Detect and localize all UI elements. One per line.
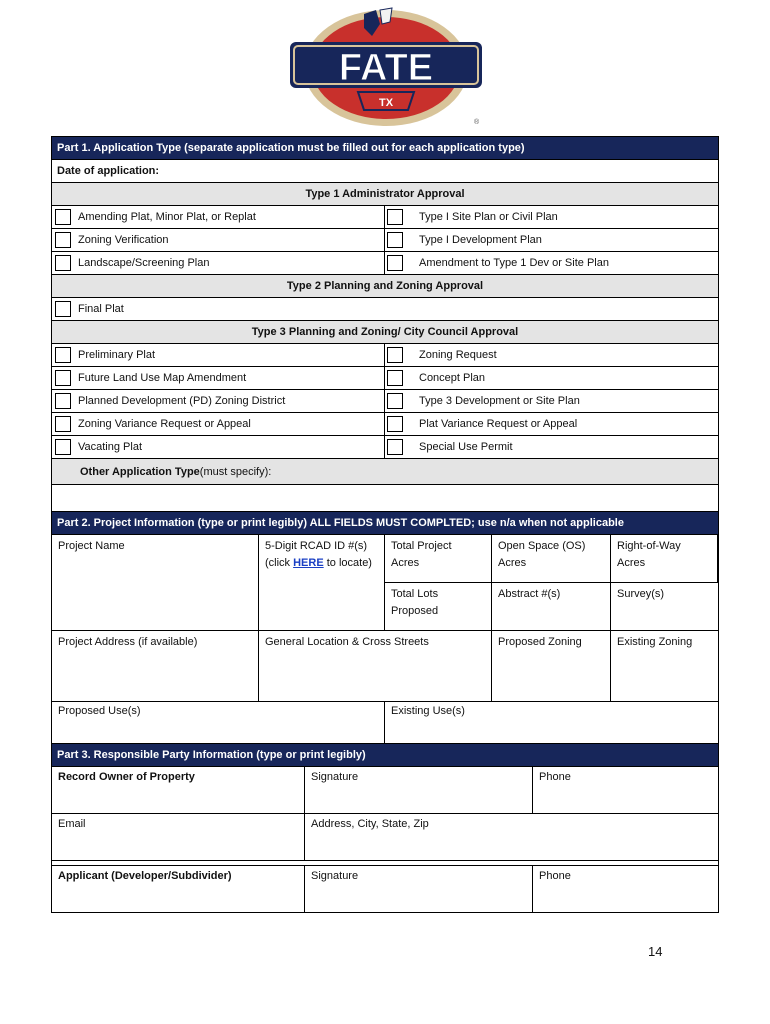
option-label: Final Plat bbox=[78, 303, 124, 315]
record-owner-field[interactable] bbox=[52, 767, 305, 814]
date-of-application-field[interactable]: Date of application: bbox=[52, 160, 718, 183]
existing-use-field[interactable] bbox=[385, 702, 718, 743]
checkbox-planned-development[interactable] bbox=[55, 393, 71, 409]
field-label: Record Owner of Property bbox=[58, 771, 195, 783]
use-row bbox=[52, 702, 718, 744]
type3-row bbox=[52, 436, 718, 459]
field-label: Address, City, State, Zip bbox=[311, 818, 429, 830]
fate-tx-logo bbox=[276, 6, 496, 128]
checkbox-preliminary-plat[interactable] bbox=[55, 347, 71, 363]
field-label: General Location & Cross Streets bbox=[265, 636, 429, 648]
checkbox-future-land-use[interactable] bbox=[55, 370, 71, 386]
part3-header: Part 3. Responsible Party Information (type or print legibly) bbox=[52, 744, 718, 767]
project-name-field[interactable] bbox=[52, 535, 259, 630]
field-label: Existing Use(s) bbox=[391, 705, 465, 717]
total-project-acres-field[interactable] bbox=[385, 535, 492, 582]
checkbox-type1-development-plan[interactable] bbox=[387, 232, 403, 248]
option-label: Type I Development Plan bbox=[419, 234, 542, 246]
project-address-grid bbox=[52, 631, 718, 702]
checkbox-concept-plan[interactable] bbox=[387, 370, 403, 386]
option-label: Plat Variance Request or Appeal bbox=[419, 418, 578, 430]
option-label: Vacating Plat bbox=[78, 441, 143, 453]
option-label: Future Land Use Map Amendment bbox=[78, 372, 247, 384]
option-label: Zoning Request bbox=[419, 349, 497, 361]
application-form bbox=[51, 136, 719, 913]
checkbox-landscape-screening[interactable] bbox=[55, 255, 71, 271]
type2-row bbox=[52, 298, 718, 321]
field-label: Applicant (Developer/Subdivider) bbox=[58, 870, 232, 882]
survey-field[interactable] bbox=[611, 582, 718, 630]
field-label: Acres bbox=[391, 557, 420, 569]
field-label: Total Lots bbox=[391, 588, 439, 600]
field-label: Signature bbox=[311, 870, 359, 882]
field-label: Email bbox=[58, 818, 86, 830]
option-label: Landscape/Screening Plan bbox=[78, 257, 210, 269]
proposed-zoning-field[interactable] bbox=[492, 631, 611, 701]
applicant-field[interactable] bbox=[52, 866, 305, 913]
general-location-field[interactable] bbox=[259, 631, 492, 701]
owner-address-field[interactable] bbox=[305, 814, 718, 861]
checkbox-special-use-permit[interactable] bbox=[387, 439, 403, 455]
existing-zoning-field[interactable] bbox=[611, 631, 718, 701]
checkbox-zoning-request[interactable] bbox=[387, 347, 403, 363]
option-label: Zoning Variance Request or Appeal bbox=[78, 418, 251, 430]
type1-title: Type 1 Administrator Approval bbox=[52, 183, 718, 206]
field-label: Existing Zoning bbox=[617, 636, 693, 648]
right-of-way-field[interactable] bbox=[611, 535, 718, 582]
checkbox-zoning-verification[interactable] bbox=[55, 232, 71, 248]
owner-email-field[interactable] bbox=[52, 814, 305, 861]
checkbox-vacating-plat[interactable] bbox=[55, 439, 71, 455]
logo-word: FATE bbox=[338, 47, 434, 89]
open-space-field[interactable] bbox=[492, 535, 611, 582]
type3-title: Type 3 Planning and Zoning/ City Council Approval bbox=[52, 321, 718, 344]
project-address-field[interactable] bbox=[52, 631, 259, 701]
other-type-note: (must specify): bbox=[199, 465, 272, 478]
part1-header: Part 1. Application Type (separate application must be filled out for each application type) bbox=[52, 137, 718, 160]
checkbox-amending-plat[interactable] bbox=[55, 209, 71, 225]
abstract-field[interactable] bbox=[492, 582, 611, 630]
checkbox-final-plat[interactable] bbox=[55, 301, 71, 317]
type2-title: Type 2 Planning and Zoning Approval bbox=[52, 275, 718, 298]
field-label: Acres bbox=[498, 557, 527, 569]
field-label: Phone bbox=[539, 870, 571, 882]
type1-row bbox=[52, 206, 718, 229]
owner-signature-field[interactable] bbox=[305, 767, 533, 814]
field-label: Phone bbox=[539, 771, 571, 783]
option-label: Amendment to Type 1 Dev or Site Plan bbox=[419, 257, 609, 269]
total-lots-field[interactable] bbox=[385, 582, 492, 630]
checkbox-type3-development[interactable] bbox=[387, 393, 403, 409]
field-label: Abstract #(s) bbox=[498, 588, 561, 600]
rcad-id-field[interactable] bbox=[259, 535, 385, 630]
project-info-grid bbox=[52, 535, 718, 631]
field-label: Right-of-Way bbox=[617, 540, 681, 552]
option-label: Amending Plat, Minor Plat, or Replat bbox=[78, 211, 256, 223]
option-label: Planned Development (PD) Zoning District bbox=[78, 395, 286, 407]
owner-phone-field[interactable] bbox=[533, 767, 718, 814]
field-label: Proposed Zoning bbox=[498, 636, 582, 648]
applicant-signature-field[interactable] bbox=[305, 866, 533, 913]
field-label: Acres bbox=[617, 557, 646, 569]
field-label: Proposed bbox=[391, 605, 439, 617]
logo-sub: TX bbox=[378, 97, 394, 109]
field-label: Survey(s) bbox=[617, 588, 665, 600]
option-label: Zoning Verification bbox=[78, 234, 169, 246]
field-label: Signature bbox=[311, 771, 359, 783]
proposed-use-field[interactable] bbox=[52, 702, 385, 743]
applicant-phone-field[interactable] bbox=[533, 866, 718, 913]
option-label: Preliminary Plat bbox=[78, 349, 156, 361]
option-label: Type 3 Development or Site Plan bbox=[419, 395, 580, 407]
field-label: Project Address (if available) bbox=[58, 636, 198, 648]
option-label: Type I Site Plan or Civil Plan bbox=[419, 211, 558, 223]
other-application-type bbox=[52, 459, 718, 485]
responsible-party-grid bbox=[52, 767, 718, 861]
page-number: 14 bbox=[648, 944, 663, 959]
field-label: Open Space (OS) bbox=[498, 540, 586, 552]
field-label: Project Name bbox=[58, 540, 125, 552]
part2-header: Part 2. Project Information (type or print legibly) ALL FIELDS MUST COMPLTED; use n/a when not applicable bbox=[52, 512, 718, 535]
field-label: (click bbox=[265, 557, 294, 569]
checkbox-zoning-variance[interactable] bbox=[55, 416, 71, 432]
other-type-label: Other Application Type bbox=[80, 465, 200, 478]
checkbox-amendment-type1[interactable] bbox=[387, 255, 403, 271]
field-label: Total Project bbox=[391, 540, 452, 552]
field-label: to locate) bbox=[323, 557, 372, 569]
logo-registered-mark: ® bbox=[474, 119, 480, 126]
type1-row bbox=[52, 229, 718, 252]
option-label: Concept Plan bbox=[419, 372, 486, 384]
rcad-here-link[interactable]: HERE bbox=[293, 557, 324, 569]
type1-row bbox=[52, 252, 718, 275]
type3-row bbox=[52, 367, 718, 390]
applicant-grid bbox=[52, 866, 718, 913]
type3-row bbox=[52, 413, 718, 436]
other-type-specify-field[interactable] bbox=[52, 485, 718, 512]
option-label: Special Use Permit bbox=[419, 441, 513, 453]
type3-row bbox=[52, 390, 718, 413]
field-label: 5-Digit RCAD ID #(s) bbox=[265, 540, 368, 552]
field-label: Proposed Use(s) bbox=[58, 705, 141, 717]
checkbox-plat-variance[interactable] bbox=[387, 416, 403, 432]
checkbox-type1-site-plan[interactable] bbox=[387, 209, 403, 225]
type3-row bbox=[52, 344, 718, 367]
